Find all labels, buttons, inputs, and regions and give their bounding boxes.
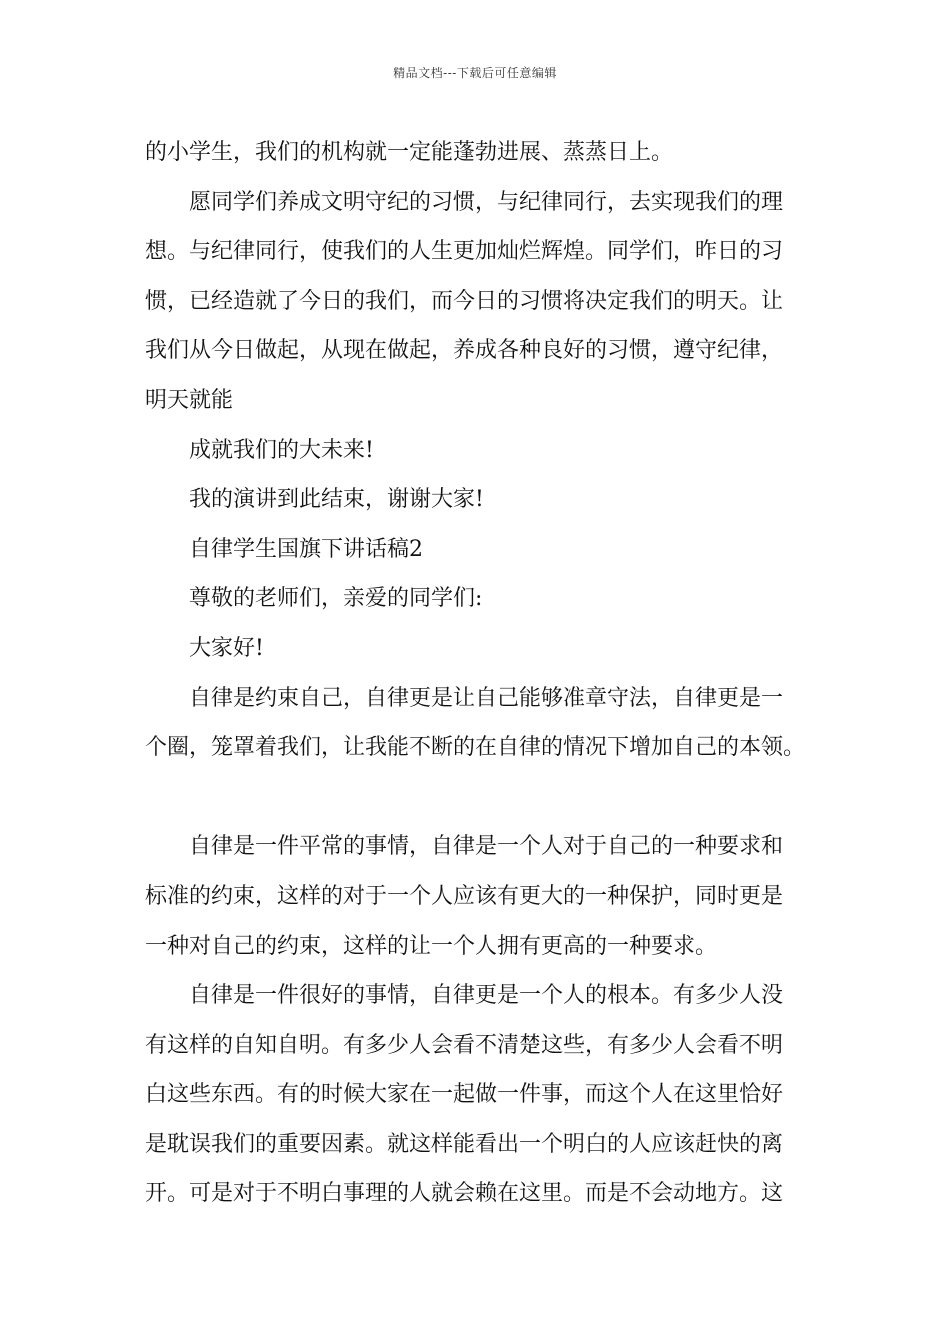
text-line: 自律是一件平常的事情，自律是一个人对于自己的一种要求和: [189, 834, 784, 860]
text-line: 的小学生，我们的机构就一定能蓬勃进展、蒸蒸日上。: [145, 140, 674, 165]
text-line: 成就我们的大未来!: [189, 437, 374, 463]
section-title: 自律学生国旗下讲话稿2: [189, 536, 423, 562]
text-line: 是耽误我们的重要因素。就这样能看出一个明白的人应该赶快的离: [145, 1131, 784, 1157]
blank-line: [145, 773, 835, 823]
text-line: 白这些东西。有的时候大家在一起做一件事，而这个人在这里恰好: [145, 1082, 784, 1108]
text-line: 惯，已经造就了今日的我们，而今日的习惯将决定我们的明天。让: [145, 288, 784, 314]
text-line: 明天就能: [145, 387, 234, 413]
text-line: 标准的约束，这样的对于一个人应该有更大的一种保护，同时更是: [145, 883, 784, 909]
text-line: 自律是约束自己，自律更是让自己能够准章守法，自律更是一: [189, 685, 784, 711]
text-line: 我的演讲到此结束，谢谢大家!: [189, 487, 484, 513]
salutation: 尊敬的老师们，亲爱的同学们:: [189, 586, 483, 612]
page-header: 精品文档---下载后可任意编辑: [393, 66, 557, 80]
document-body: [145, 128, 835, 1219]
text-line: 我们从今日做起，从现在做起，养成各种良好的习惯，遵守纪律，: [145, 338, 784, 364]
text-line: 想。与纪律同行，使我们的人生更加灿烂辉煌。同学们，昨日的习: [145, 239, 784, 265]
text-line: 有这样的自知自明。有多少人会看不清楚这些，有多少人会看不明: [145, 1032, 784, 1058]
text-line: 一种对自己的约束，这样的让一个人拥有更高的一种要求。: [145, 933, 718, 959]
text-line: 愿同学们养成文明守纪的习惯，与纪律同行，去实现我们的理: [189, 189, 784, 215]
greeting: 大家好!: [189, 635, 264, 661]
text-line: 个圈，笼罩着我们，让我能不断的在自律的情况下增加自己的本领。: [145, 735, 806, 761]
text-line: 开。可是对于不明白事理的人就会赖在这里。而是不会动地方。这: [145, 1181, 784, 1207]
text-line: 自律是一件很好的事情，自律更是一个人的根本。有多少人没: [189, 983, 784, 1009]
